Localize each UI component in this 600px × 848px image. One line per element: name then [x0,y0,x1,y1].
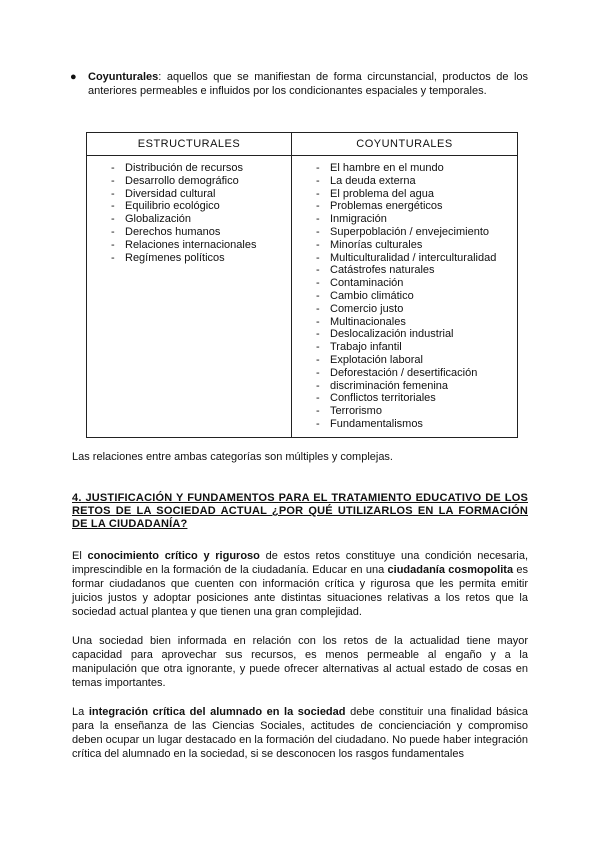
list-item: - Regímenes políticos [111,252,291,265]
coyunturales-cell [292,156,518,438]
list-item: - Problemas energéticos [316,200,517,213]
list-item: - Desarrollo demográfico [111,175,291,188]
estructurales-list [87,162,291,264]
section-heading [72,492,528,531]
list-item: - Equilibrio ecológico [111,200,291,213]
list-item: - Globalización [111,213,291,226]
p1-text-d: es formar ciudadanos que cuenten con información crítica y rigurosa que les permita emitir juicios justos y adoptar posiciones ante distintas situaciones relativas a los retos que la sociedad actual plantea y que tienen una gran complejidad. [72,564,528,618]
estructurales-cell [87,156,292,438]
list-item: - Deslocalización industrial [316,328,517,341]
list-item: - La deuda externa [316,175,517,188]
p3-text-a: La [72,706,89,718]
list-item: - Fundamentalismos [316,418,517,431]
list-item: - discriminación femenina [316,380,517,393]
list-item: - Multinacionales [316,316,517,329]
header-coyunturales: COYUNTURALES [292,133,518,156]
section-title: JUSTIFICACIÓN Y FUNDAMENTOS PARA EL TRATAMIENTO EDUCATIVO DE LOS RETOS DE LA SOCIEDAD ACTUAL ¿POR QUÉ UTILIZARLOS EN LA FORMACIÓN DE LA CIUDADANÍA? [72,492,528,530]
p1-bold-1: conocimiento crítico y riguroso [87,550,260,562]
p3-text-c: debe constituir una finalidad básica para la enseñanza de las Ciencias Sociales, actitudes de concienciación y compromiso deben ocupar un lugar destacado en la formación del ciudadano. No puede haber integración crítica del alumnado en la sociedad, si se desconocen los rasgos fundamentales [72,706,528,760]
p1-bold-2: ciudadanía cosmopolita [387,564,514,576]
list-item: - Derechos humanos [111,226,291,239]
list-item: - El hambre en el mundo [316,162,517,175]
list-item: - Trabajo infantil [316,341,517,354]
bullet-term: Coyunturales [88,71,159,83]
list-item: - Minorías culturales [316,239,517,252]
paragraph-conocimiento [72,549,528,619]
coyunturales-list [292,162,517,431]
list-item: - Diversidad cultural [111,188,291,201]
coyunturales-bullet [70,70,528,98]
list-item: - Conflictos territoriales [316,392,517,405]
section-number: 4. [72,492,82,504]
list-item: - Catástrofes naturales [316,264,517,277]
p1-text-a: El [72,550,88,562]
bullet-dot-icon: ● [70,71,77,83]
header-estructurales: ESTRUCTURALES [87,133,292,156]
paragraph-sociedad: Una sociedad bien informada en relación con los retos de la actualidad tiene mayor capacidad para aprovechar sus recursos, es menos permeable al engaño y a la manipulación que otra ignorante, y puede ofrecer alternativas al actual estado de cosas en temas importantes. [72,635,528,689]
list-item: - Relaciones internacionales [111,239,291,252]
list-item: - Multiculturalidad / interculturalidad [316,252,517,265]
bullet-text: : aquellos que se manifiestan de forma circunstancial, productos de los anteriores permeables e influidos por los condicionantes espaciales y temporales. [88,71,528,97]
paragraph-integracion [72,705,528,761]
list-item: - Superpoblación / envejecimiento [316,226,517,239]
list-item: - Contaminación [316,277,517,290]
list-item: - Cambio climático [316,290,517,303]
relations-text: Las relaciones entre ambas categorías son múltiples y complejas. [72,451,393,463]
list-item: - Deforestación / desertificación [316,367,517,380]
p3-bold: integración crítica del alumnado en la sociedad [88,706,346,718]
list-item: - Explotación laboral [316,354,517,367]
list-item: - Comercio justo [316,303,517,316]
list-item: - Terrorismo [316,405,517,418]
categories-table [86,132,518,438]
list-item: - Distribución de recursos [111,162,291,175]
list-item: - Inmigración [316,213,517,226]
list-item: - El problema del agua [316,188,517,201]
p1-text-c: de estos retos constituye una condición necesaria, imprescindible en la formación de la ciudadanía. Educar en una [72,550,529,576]
